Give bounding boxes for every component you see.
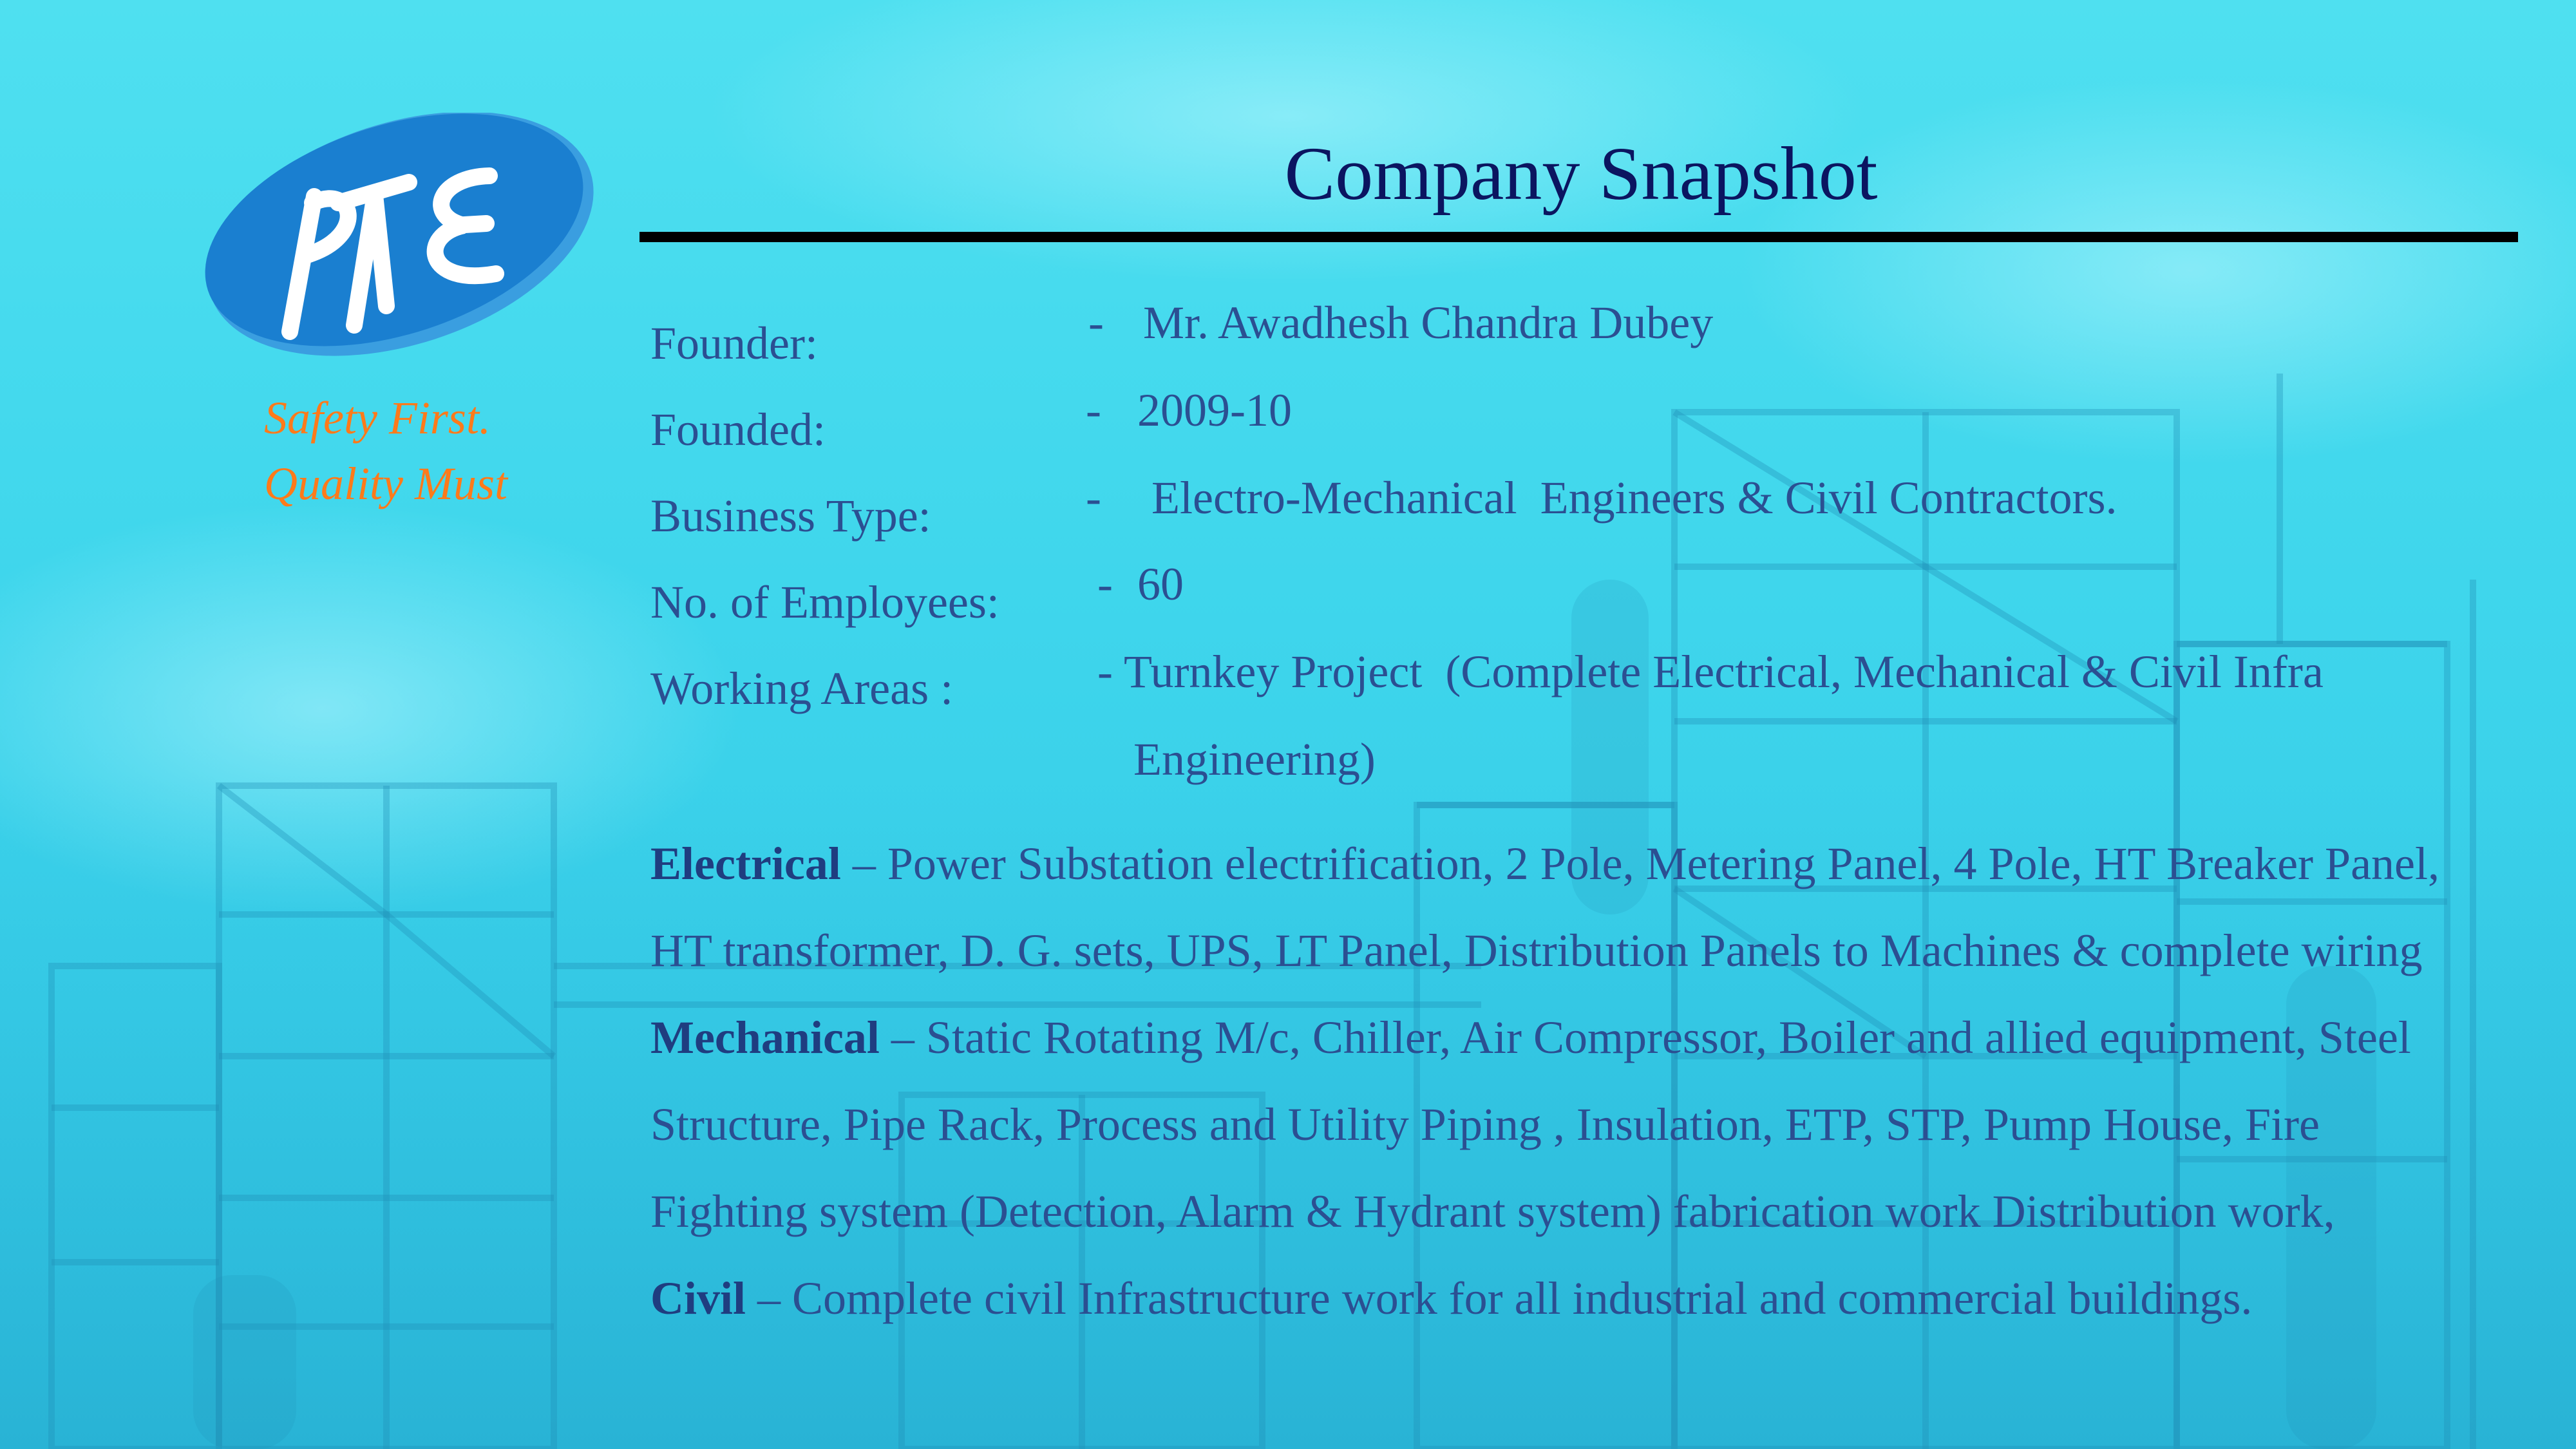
founder-label: Founder:	[650, 317, 818, 369]
employees-value: 60	[1137, 558, 1184, 610]
employees-label: No. of Employees:	[650, 576, 999, 628]
working-areas-dash: -	[1097, 646, 1113, 697]
tagline	[264, 385, 507, 516]
pte-logo	[193, 113, 605, 364]
founder-value: Mr. Awadhesh Chandra Dubey	[1143, 297, 1714, 348]
title-divider	[639, 232, 2518, 242]
business-type-value: Electro-Mechanical Engineers & Civil Contractors.	[1151, 472, 2117, 524]
employees-dash: -	[1097, 558, 1113, 610]
working-areas-label: Working Areas :	[650, 663, 954, 714]
mechanical-line-2: Structure, Pipe Rack, Process and Utility Piping , Insulation, ETP, STP, Pump House, Fire	[650, 1099, 2320, 1150]
founded-value: 2009-10	[1137, 384, 1292, 436]
mechanical-line-3: Fighting system (Detection, Alarm & Hydrant system) fabrication work Distribution work,	[650, 1186, 2335, 1237]
page-title: Company Snapshot	[1284, 131, 1878, 216]
electrical-line-2: HT transformer, D. G. sets, UPS, LT Panel, Distribution Panels to Machines & complete wiring	[650, 925, 2423, 976]
tagline-line-1: Safety First.	[264, 392, 491, 444]
working-areas-value: Turnkey Project (Complete Electrical, Mechanical & Civil Infra	[1124, 646, 2324, 697]
business-type-label: Business Type:	[650, 490, 931, 542]
civil-line-1	[650, 1269, 2252, 1327]
electrical-heading: Electrical	[650, 838, 841, 889]
electrical-text: – Power Substation electrification, 2 Pole, Metering Panel, 4 Pole, HT Breaker Panel,	[840, 838, 2439, 889]
founded-label: Founded:	[650, 404, 826, 455]
civil-text: – Complete civil Infrastructure work for all industrial and commercial buildings.	[746, 1273, 2253, 1324]
working-areas-value-cont: Engineering)	[1133, 734, 1376, 785]
tagline-line-2: Quality Must	[264, 458, 507, 509]
founded-dash: -	[1086, 384, 1101, 436]
mechanical-line-1	[650, 1009, 2411, 1066]
founder-dash: -	[1088, 297, 1104, 348]
mechanical-text: – Static Rotating M/c, Chiller, Air Compressor, Boiler and allied equipment, Steel	[879, 1012, 2411, 1063]
civil-heading: Civil	[650, 1273, 746, 1324]
business-type-dash: -	[1086, 472, 1101, 524]
mechanical-heading: Mechanical	[650, 1012, 880, 1063]
electrical-line-1	[650, 835, 2439, 893]
